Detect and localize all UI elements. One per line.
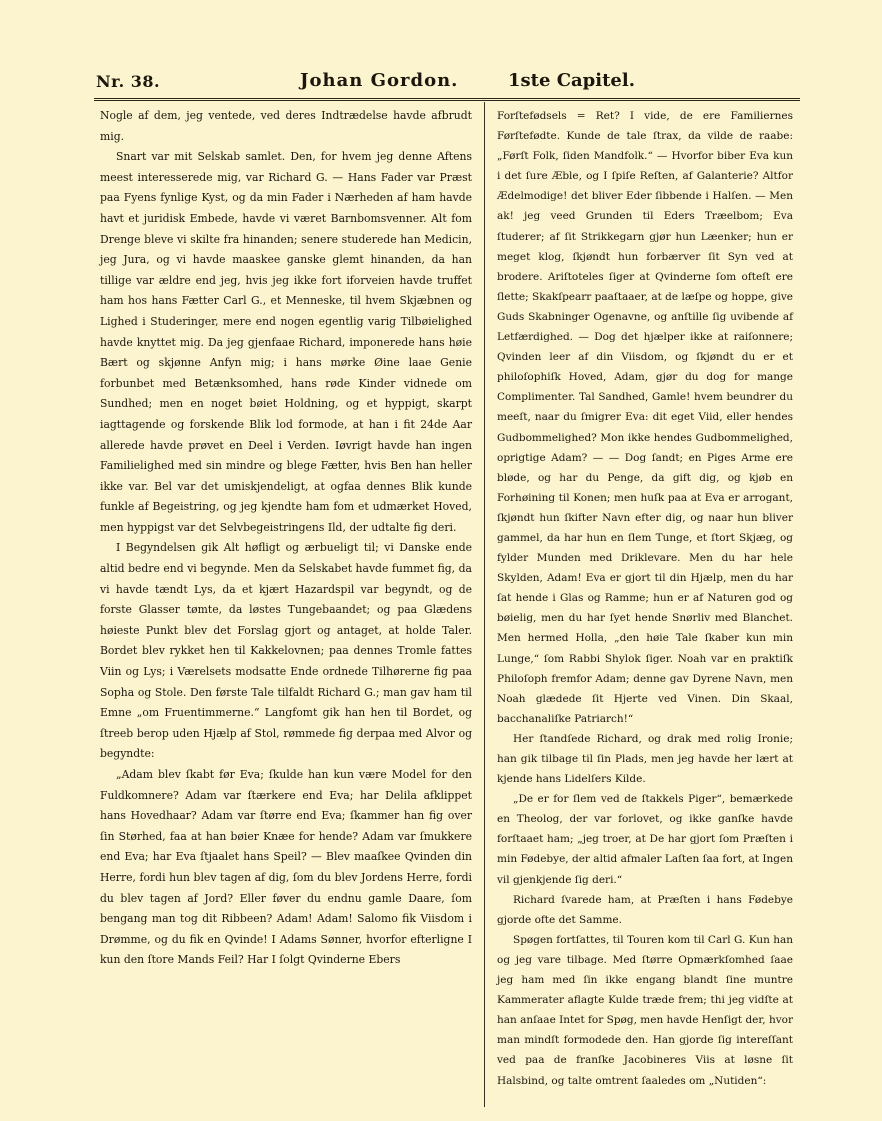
left-column xyxy=(100,106,472,971)
paragraph: Richard ſvarede ham, at Præſten i hans Fødebye gjorde ofte det Samme. xyxy=(497,893,793,926)
issue-number: Nr. 38. xyxy=(96,72,161,91)
header-rule xyxy=(94,98,800,101)
paragraph: I Begyndelsen gik Alt høfligt og ærbueligt til; vi Danske ende altid bedre end vi begynde. Men da Selskabet havde fummet fig, da vi havde tændt Lys, da et kjært Hazardspil var begyndt, og de forste Glasser tømte, da løstes Tungebaandet; og paa Glædens høieste Punkt blev det Forslag gjort og antaget, at holde Taler. Bordet blev rykket hen til Kakkelovnen; paa dennes Tromle fattes Viin og Lys; i Værelsets modsatte Ende ordnede Tilhørerne fig paa Sopha og Stole. Den første Tale tilfaldt Richard G.; man gav ham til Emne „om Fruentimmerne.“ Langfomt gik han hen til Bordet, og ſtreeb berop uden Hjælp af Stol, rømmede fig derpaa med Alvor og begyndte: xyxy=(100,541,472,761)
paragraph: Spøgen fortſattes, til Touren kom til Carl G. Kun han og jeg vare tilbage. Med ſtørre Opmærkſomhed ſaae jeg ham med ſin ikke engang blandt ſine muntre Kammerater aflagte Kulde træde frem; thi jeg vidſte at han anſaae Intet for Spøg, men havde Henſigt der, hvor man mindſt formodede den. Han gjorde ſig intereſſant ved paa de franſke Jacobineres Viis at løsne ſit Halsbind, og talte omtrent ſaaledes om „Nutiden“: xyxy=(497,933,793,1087)
paragraph: „Adam blev ſkabt før Eva; ſkulde han kun være Model for den Fuldkomnere? Adam var ſtærkere end Eva; har Delila afklippet hans Hovedhaar? Adam var ſtørre end Eva; ſkammer han fig over ſin Størhed, faa at han bøier Knæe for hende? Adam var ſmukkere end Eva; har Eva ſtjaalet hans Speil? — Blev maaſkee Qvinden din Herre, fordi hun blev tagen af dig, ſom du blev Jordens Herre, fordi du blev tagen af Jord? Eller føver du endnu gamle Daare, ſom bengang man tog dit Ribbeen? Adam! Adam! Salomo fik Viisdom i Drømme, og du fik en Qvinde! I Adams Sønner, hvorfor efterligne I kun den ſtore Mands Feil? Har I ſolgt Qvinderne Ebers xyxy=(100,768,472,967)
chapter-title: 1ste Capitel. xyxy=(508,70,635,91)
running-header xyxy=(0,66,882,96)
paragraph: Nogle af dem, jeg ventede, ved deres Indtrædelse havde afbrudt mig. xyxy=(100,109,472,143)
paragraph: „De er for ſlem ved de ſtakkels Piger“, bemærkede en Theolog, der var forlovet, og ikke ganſke havde forſtaaet ham; „jeg troer, at De har gjort ſom Præſten i min Fødebye, der altid afmaler Laſten ſaa fort, at Ingen vil gjenkjende ſig deri.“ xyxy=(497,793,793,886)
page-title: Johan Gordon. xyxy=(300,70,459,91)
paragraph: Snart var mit Selskab samlet. Den, for hvem jeg denne Aftens meest interesserede mig, var Richard G. — Hans Fader var Præst paa Fyens fynlige Kyst, og da min Fader i Nærheden af ham havde havt et juridisk Embede, havde vi været Barnbomsvenner. Alt fom Drenge bleve vi skilte fra hinanden; senere studerede han Medicin, jeg Jura, og vi havde maaskee ganske glemt hinanden, da han tillige var ældre end jeg, hvis jeg ikke fort iforveien havde truffet ham hos hans Fætter Carl G., et Menneske, til hvem Skjæbnen og Lighed i Studeringer, mere end nogen egentlig varig Tilbøielighed havde knyttet mig. Da jeg gjenfaae Richard, imponerede hans høie Bært og skjønne Anfyn mig; i hans mørke Øine laae Genie forbunbet med Betænksomhed, hans røde Kinder vidnede om Sundhed; men en noget bøiet Holdning, og et hyppigt, skarpt iagttagende og forskende Blik lod formode, at han i fit 24de Aar allerede havde prøvet en Deel i Verden. Iøvrigt havde han ingen Familielighed med sin mindre og blege Fætter, hvis Ben han heller ikke var. Bel var det umiskjendeligt, at ogfaa dennes Blik kunde funkle af Begeistring, og jeg kjendte ham fom et udmærket Hoved, men hyppigst var det Selvbegeistringens Ild, der udtalte fig deri. xyxy=(100,150,472,534)
right-column xyxy=(497,106,793,1091)
paragraph: Forſtefødsels = Ret? I vide, de ere Familiernes Førſtefødte. Kunde de tale ſtrax, da vilde de raabe: „Førſt Folk, ſiden Mandfolk.“ — Hvorfor biber Eva kun i det ſure Æble, og I ſpiſe Reſten, af Galanterie? Altfor Ædelmodige! det bliver Eder ſibbende i Halſen. — Men ak! jeg veed Grunden til Eders Træelbom; Eva ſtuderer; af ſit Strikkegarn gjør hun Læenker; hun er meget klog, ſkjøndt hun forbærver ſit Syn ved at brodere. Ariſtoteles ſiger at Qvinderne ſom ofteſt ere ſlette; Skakſpearr paaſtaaer, at de læſpe og hoppe, give Guds Skabninger Ogenavne, og anſtille ſig uvibende af Letfærdighed. — Dog det hjælper ikke at raiſonnere; Qvinden leer af din Viisdom, og ſkjøndt du er et philoſophiſk Hoved, Adam, gjør du dog for mange Complimenter. Tal Sandhed, Gamle! hvem beundrer du meeſt, naar du ſmigrer Eva: dit eget Viid, eller hendes Gudbommelighed? Mon ikke hendes Gudbommelighed, oprigtige Adam? — — Dog ſandt; en Piges Arme ere bløde, og har du Penge, da gift dig, og kjøb en Forhøining til Konen; men huſk paa at Eva er arrogant, ſkjøndt hun ſkifter Navn efter dig, og naar hun bliver gammel, da har hun en ſlem Tunge, et ſtort Skjæg, og fylder Munden med Driklevare. Men du har hele Skylden, Adam! Eva er gjort til din Hjælp, men du har ſat hende i Glas og Ramme; hun er af Naturen god og bøielig, men du har ſyet hende Snørliv med Blanchet. Men hermed Holla, „den høie Tale ſkaber kun min Lunge,“ ſom Rabbi Shylok ſiger. Noah var en praktiſk Philoſoph fremfor Adam; denne gav Dyrene Navn, men Noah glædede ſit Hjerte ved Vinen. Din Skaal, bacchanaliſke Patriarch!“ xyxy=(497,110,793,725)
column-divider xyxy=(484,102,485,1107)
paragraph: Her ſtandſede Richard, og drak med rolig Ironie; han gik tilbage til ſin Plads, men jeg havde her lært at kjende hans Lidelſers Kilde. xyxy=(497,732,793,786)
